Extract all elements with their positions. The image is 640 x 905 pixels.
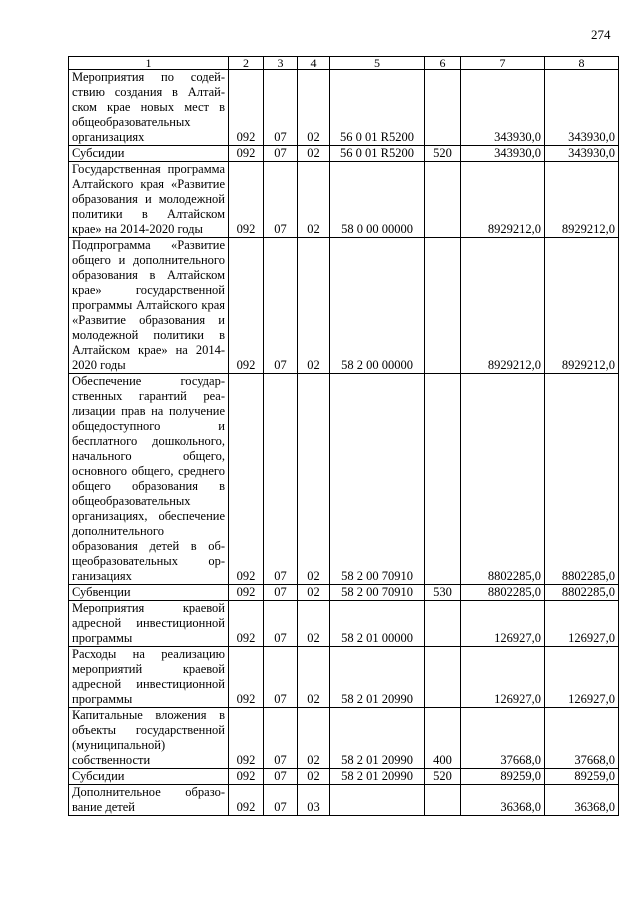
row-sum-2: 343930,0 — [545, 146, 619, 162]
row-sum-1: 126927,0 — [461, 647, 545, 708]
header-cell: 5 — [330, 57, 425, 70]
row-csr: 56 0 01 R5200 — [330, 146, 425, 162]
row-vr — [425, 647, 461, 708]
row-sum-1: 8802285,0 — [461, 585, 545, 601]
row-ved: 092 — [229, 70, 264, 146]
row-vr: 520 — [425, 769, 461, 785]
row-sum-1: 89259,0 — [461, 769, 545, 785]
row-vr — [425, 601, 461, 647]
row-name: Расходы на реализацию мероприятий краевой адресной инвестиционной программы — [69, 647, 229, 708]
row-name: Субсидии — [69, 769, 229, 785]
table-row — [69, 70, 619, 146]
row-sum-1: 126927,0 — [461, 601, 545, 647]
row-pr: 03 — [298, 785, 330, 816]
row-vr — [425, 374, 461, 585]
row-rz: 07 — [264, 374, 298, 585]
row-csr: 58 2 01 00000 — [330, 601, 425, 647]
table-header-row — [69, 57, 619, 70]
row-sum-1: 8802285,0 — [461, 374, 545, 585]
row-sum-2: 343930,0 — [545, 70, 619, 146]
table-row — [69, 647, 619, 708]
budget-table — [68, 56, 619, 816]
row-pr: 02 — [298, 708, 330, 769]
row-rz: 07 — [264, 162, 298, 238]
row-csr: 58 0 00 00000 — [330, 162, 425, 238]
row-sum-1: 36368,0 — [461, 785, 545, 816]
table-row — [69, 374, 619, 585]
row-vr: 530 — [425, 585, 461, 601]
row-ved: 092 — [229, 785, 264, 816]
row-name: Субвенции — [69, 585, 229, 601]
row-rz: 07 — [264, 601, 298, 647]
row-name: Субсидии — [69, 146, 229, 162]
row-csr: 58 2 01 20990 — [330, 647, 425, 708]
row-name: Обеспечение государственных гарантий реализации прав на получение общедоступного и бесплатного дошкольного, начального общего, основного общего, среднего общего образования в общеобразовательных организациях, обеспечение дополнительного образования детей в общеобразовательных организациях — [69, 374, 229, 585]
row-name: Дополнительное образование детей — [69, 785, 229, 816]
row-vr: 520 — [425, 146, 461, 162]
row-pr: 02 — [298, 70, 330, 146]
row-ved: 092 — [229, 647, 264, 708]
header-cell: 7 — [461, 57, 545, 70]
row-vr — [425, 162, 461, 238]
row-vr: 400 — [425, 708, 461, 769]
row-sum-2: 36368,0 — [545, 785, 619, 816]
table-row — [69, 601, 619, 647]
row-csr: 56 0 01 R5200 — [330, 70, 425, 146]
row-rz: 07 — [264, 769, 298, 785]
row-sum-1: 8929212,0 — [461, 238, 545, 374]
table-row — [69, 585, 619, 601]
row-ved: 092 — [229, 585, 264, 601]
row-rz: 07 — [264, 70, 298, 146]
row-ved: 092 — [229, 162, 264, 238]
row-csr: 58 2 01 20990 — [330, 769, 425, 785]
row-ved: 092 — [229, 708, 264, 769]
row-sum-2: 8802285,0 — [545, 374, 619, 585]
row-pr: 02 — [298, 162, 330, 238]
row-rz: 07 — [264, 585, 298, 601]
row-vr — [425, 70, 461, 146]
row-csr: 58 2 00 00000 — [330, 238, 425, 374]
header-cell: 2 — [229, 57, 264, 70]
row-vr — [425, 785, 461, 816]
row-ved: 092 — [229, 238, 264, 374]
row-pr: 02 — [298, 601, 330, 647]
row-ved: 092 — [229, 374, 264, 585]
row-pr: 02 — [298, 585, 330, 601]
header-cell: 8 — [545, 57, 619, 70]
row-name: Мероприятия по содействию создания в Алтайском крае новых мест в общеобразовательных организациях — [69, 70, 229, 146]
row-rz: 07 — [264, 785, 298, 816]
row-sum-1: 37668,0 — [461, 708, 545, 769]
row-rz: 07 — [264, 238, 298, 374]
table-row — [69, 708, 619, 769]
row-ved: 092 — [229, 769, 264, 785]
row-rz: 07 — [264, 146, 298, 162]
table-row — [69, 769, 619, 785]
table-row — [69, 238, 619, 374]
table-row — [69, 162, 619, 238]
row-rz: 07 — [264, 647, 298, 708]
row-vr — [425, 238, 461, 374]
row-sum-1: 343930,0 — [461, 70, 545, 146]
row-sum-1: 8929212,0 — [461, 162, 545, 238]
row-sum-2: 126927,0 — [545, 647, 619, 708]
row-pr: 02 — [298, 769, 330, 785]
row-name: Государственная программа Алтайского края «Развитие образования и молодежной политики в Алтайском крае» на 2014-2020 годы — [69, 162, 229, 238]
row-ved: 092 — [229, 601, 264, 647]
row-pr: 02 — [298, 146, 330, 162]
row-pr: 02 — [298, 238, 330, 374]
row-ved: 092 — [229, 146, 264, 162]
row-csr: 58 2 00 70910 — [330, 374, 425, 585]
header-cell: 3 — [264, 57, 298, 70]
row-sum-2: 8929212,0 — [545, 162, 619, 238]
row-name: Мероприятия краевой адресной инвестиционной программы — [69, 601, 229, 647]
table-row — [69, 785, 619, 816]
row-name: Подпрограмма «Развитие общего и дополнительного образования в Алтайском крае» государственной программы Алтайского края «Развитие образования и молодежной политики в Алтайском крае» на 2014-2020 годы — [69, 238, 229, 374]
row-rz: 07 — [264, 708, 298, 769]
header-cell: 4 — [298, 57, 330, 70]
row-pr: 02 — [298, 647, 330, 708]
row-sum-2: 89259,0 — [545, 769, 619, 785]
row-sum-2: 37668,0 — [545, 708, 619, 769]
row-pr: 02 — [298, 374, 330, 585]
row-sum-2: 126927,0 — [545, 601, 619, 647]
row-csr: 58 2 01 20990 — [330, 708, 425, 769]
row-csr — [330, 785, 425, 816]
row-sum-2: 8802285,0 — [545, 585, 619, 601]
row-sum-2: 8929212,0 — [545, 238, 619, 374]
header-cell: 1 — [69, 57, 229, 70]
table-row — [69, 146, 619, 162]
row-csr: 58 2 00 70910 — [330, 585, 425, 601]
header-cell: 6 — [425, 57, 461, 70]
page-number: 274 — [591, 27, 611, 42]
row-name: Капитальные вложения в объекты государственной (муниципальной) собственности — [69, 708, 229, 769]
row-sum-1: 343930,0 — [461, 146, 545, 162]
